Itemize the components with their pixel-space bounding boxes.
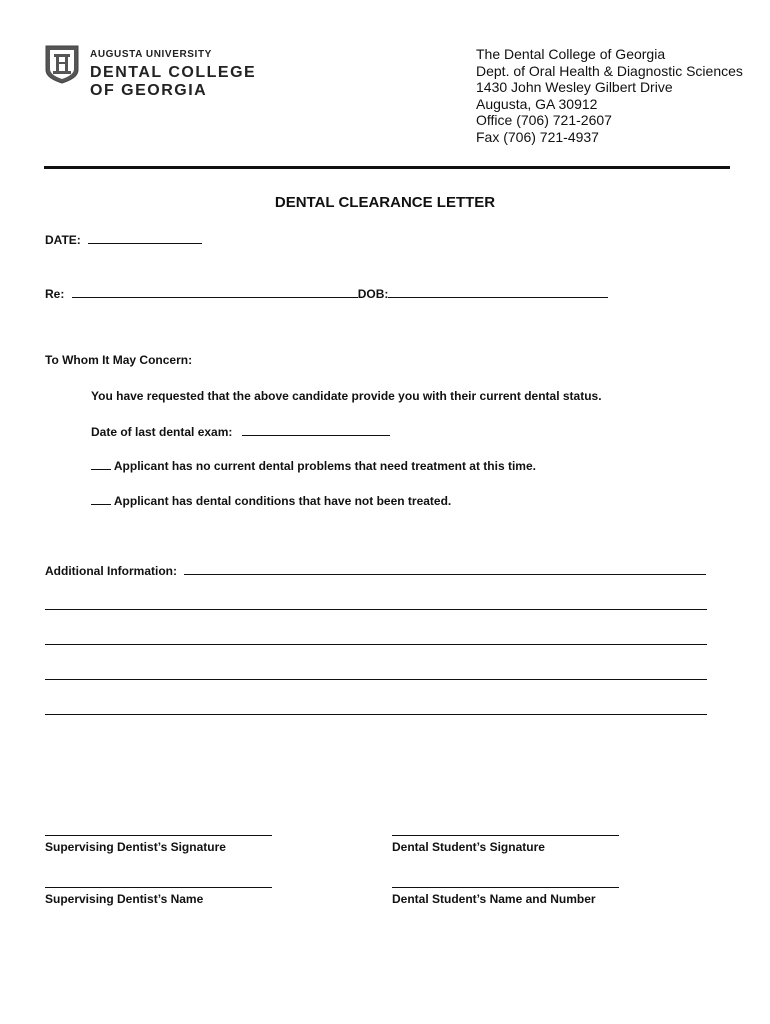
additional-info-line[interactable] [45, 644, 707, 645]
date-field[interactable] [88, 232, 202, 244]
dob-label: DOB: [357, 287, 389, 301]
college-name-line2: OF GEORGIA [90, 82, 208, 99]
additional-info-line[interactable] [45, 679, 707, 680]
address-line: The Dental College of Georgia [476, 46, 666, 62]
student-name-label: Dental Student’s Name and Number [392, 892, 596, 906]
address-line: Augusta, GA 30912 [476, 95, 598, 112]
option-no-problems [91, 458, 536, 473]
no-problems-label: Applicant has no current dental problems that need treatment at this time. [113, 459, 536, 473]
student-signature-label: Dental Student’s Signature [392, 840, 545, 854]
option-conditions [91, 493, 451, 508]
additional-info-row [45, 563, 706, 578]
last-exam-field[interactable] [242, 424, 390, 436]
re-dob-row [45, 286, 608, 301]
re-label: Re: [45, 287, 65, 301]
conditions-checkbox[interactable] [91, 493, 111, 505]
college-address [476, 46, 743, 146]
header-divider [44, 166, 730, 169]
supervising-signature-line[interactable] [45, 835, 272, 836]
supervising-signature-label: Supervising Dentist’s Signature [45, 840, 226, 854]
college-name-line1: DENTAL COLLEGE [90, 64, 257, 81]
university-shield-icon [44, 44, 80, 84]
document-title: DENTAL CLEARANCE LETTER [274, 194, 496, 211]
additional-info-field[interactable] [184, 563, 706, 575]
address-line: Dept. of Oral Health & Diagnostic Sciences [476, 62, 743, 79]
intro-text: You have requested that the above candidate provide you with their current dental status. [91, 389, 602, 403]
supervising-name-label: Supervising Dentist’s Name [45, 892, 204, 906]
additional-info-label: Additional Information: [45, 564, 177, 578]
address-line: Fax (706) 721-4937 [476, 128, 599, 145]
supervising-name-line[interactable] [45, 887, 272, 888]
last-exam-row [91, 424, 390, 439]
conditions-label: Applicant has dental conditions that have not been treated. [113, 494, 452, 508]
university-name: AUGUSTA UNIVERSITY [90, 49, 212, 60]
additional-info-line[interactable] [45, 714, 707, 715]
re-field[interactable] [72, 286, 358, 298]
student-signature-line[interactable] [392, 835, 619, 836]
college-logo [44, 44, 284, 104]
date-row [45, 232, 202, 247]
student-name-line[interactable] [392, 887, 619, 888]
no-problems-checkbox[interactable] [91, 458, 111, 470]
address-line: 1430 John Wesley Gilbert Drive [476, 79, 673, 96]
additional-info-line[interactable] [45, 609, 707, 610]
dob-field[interactable] [388, 286, 608, 298]
date-label: DATE: [45, 233, 81, 247]
last-exam-label: Date of last dental exam: [91, 425, 233, 439]
address-line: Office (706) 721-2607 [476, 112, 612, 129]
salutation: To Whom It May Concern: [45, 353, 193, 367]
